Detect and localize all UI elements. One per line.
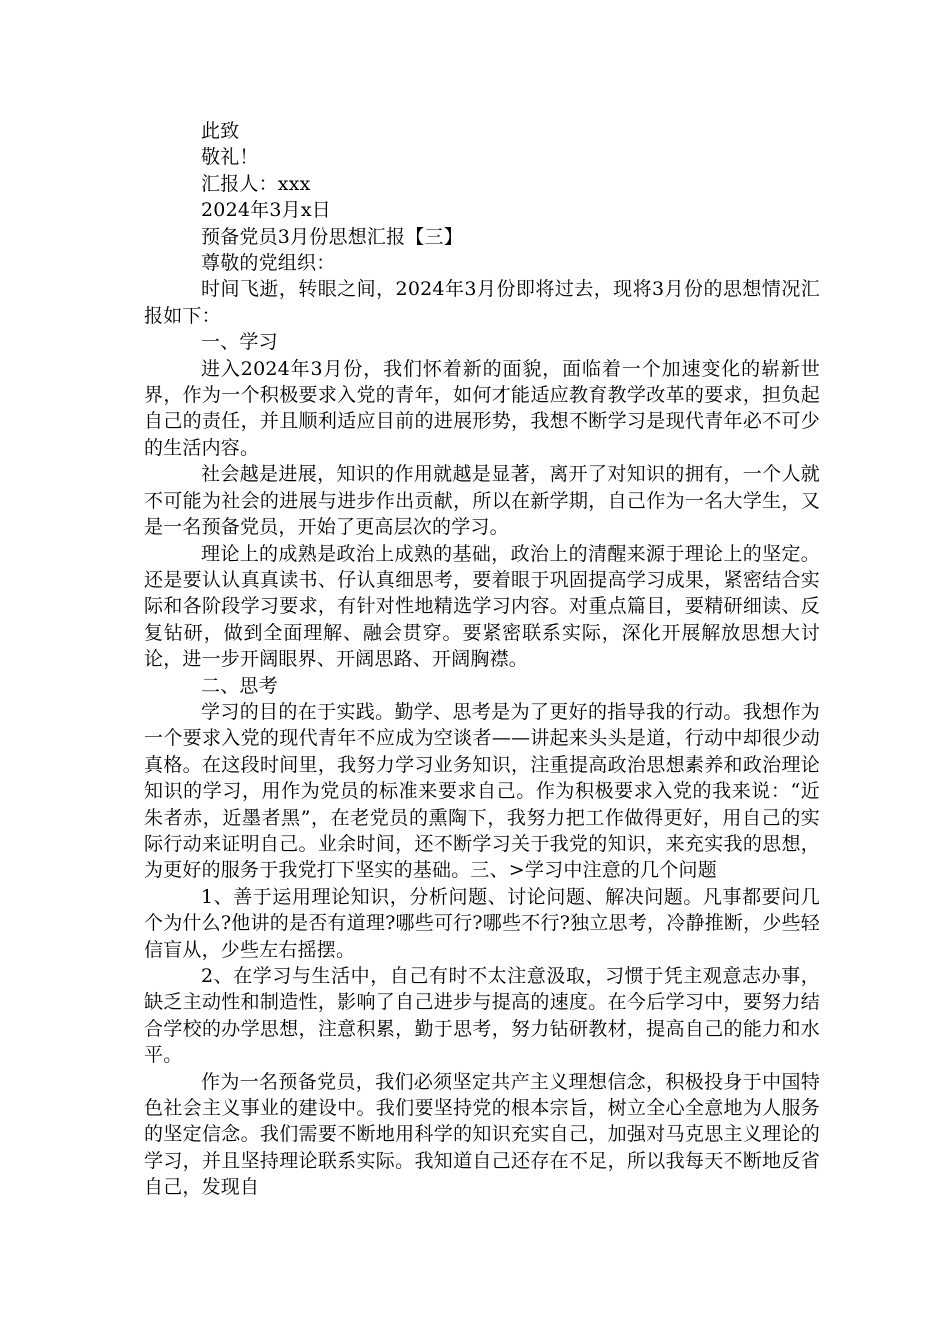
reporter-line: 汇报人：xxx xyxy=(201,172,311,195)
section-heading-thinking: 二、思考 xyxy=(201,674,278,697)
paragraph-study-1: 进入2024年3月份，我们怀着新的面貌，面临着一个加速变化的崭新世界，作为一个积极要求入党的青年，如何才能适应教育教学改革的要求，担负起自己的责任，并且顺利适应目前的进展形势，我想不断学习是现代青年必不可少的生活内容。 xyxy=(144,357,820,459)
paragraph-study-3: 理论上的成熟是政治上成熟的基础，政治上的清醒来源于理论上的坚定。还是要认认真真读书、仔认真细思考，要着眼于巩固提高学习成果，紧密结合实际和各阶段学习要求，有针对性地精选学习内容。对重点篇目，要精研细读、反复钻研，做到全面理解、融会贯穿。要紧密联系实际，深化开展解放思想大讨论，进一步开阔眼界、开阔思路、开阔胸襟。 xyxy=(144,542,820,671)
paragraph-conclusion: 作为一名预备党员，我们必须坚定共产主义理想信念，积极投身于中国特色社会主义事业的建设中。我们要坚持党的根本宗旨，树立全心全意地为人服务的坚定信念。我们需要不断地用科学的知识充实自己，加强对马克思主义理论的学习，并且坚持理论联系实际。我知道自己还存在不足，所以我每天不断地反省自己，发现自 xyxy=(144,1070,820,1199)
section-heading-study: 一、学习 xyxy=(201,331,278,354)
paragraph-study-2: 社会越是进展，知识的作用就越是显著，离开了对知识的拥有，一个人就不可能为社会的进展与进步作出贡献，所以在新学期，自己作为一名大学生，又是一名预备党员，开始了更高层次的学习。 xyxy=(144,463,820,539)
date-line: 2024年3月x日 xyxy=(201,199,331,222)
document-body xyxy=(144,118,820,1201)
paragraph-thinking: 学习的目的在于实践。勤学、思考是为了更好的指导我的行动。我想作为一个要求入党的现代青年不应成为空谈者——讲起来头头是道，行动中却很少动真格。在这段时间里，我努力学习业务知识，注重提高政治思想素养和政治理论知识的学习，用作为党员的标准来要求自己。作为积极要求入党的我来说：“近朱者赤，近墨者黑”，在老党员的熏陶下，我努力把工作做得更好，用自己的实际行动来证明自己。业余时间，还不断学习关于我党的知识，来充实我的思想，为更好的服务于我党打下坚实的基础。三、>学习中注意的几个问题 xyxy=(144,700,820,882)
report-title: 预备党员3月份思想汇报【三】 xyxy=(201,225,463,248)
paragraph-intro: 时间飞逝，转眼之间，2024年3月份即将过去，现将3月份的思想情况汇报如下： xyxy=(144,278,820,327)
paragraph-issue-2: 2、在学习与生活中，自己有时不太注意汲取，习惯于凭主观意志办事，缺乏主动性和制造性，影响了自己进步与提高的速度。在今后学习中，要努力结合学校的办学思想，注意积累，勤于思考，努力钻研教材，提高自己的能力和水平。 xyxy=(144,965,820,1067)
salute-line: 敬礼！ xyxy=(201,146,259,169)
greeting-line: 尊敬的党组织： xyxy=(201,252,336,275)
closing-line: 此致 xyxy=(201,120,240,142)
paragraph-issue-1: 1、善于运用理论知识，分析问题、讨论问题、解决问题。凡事都要问几个为什么?他讲的是否有道理?哪些可行?哪些不行?独立思考，冷静推断，少些轻信盲从，少些左右摇摆。 xyxy=(144,885,820,961)
